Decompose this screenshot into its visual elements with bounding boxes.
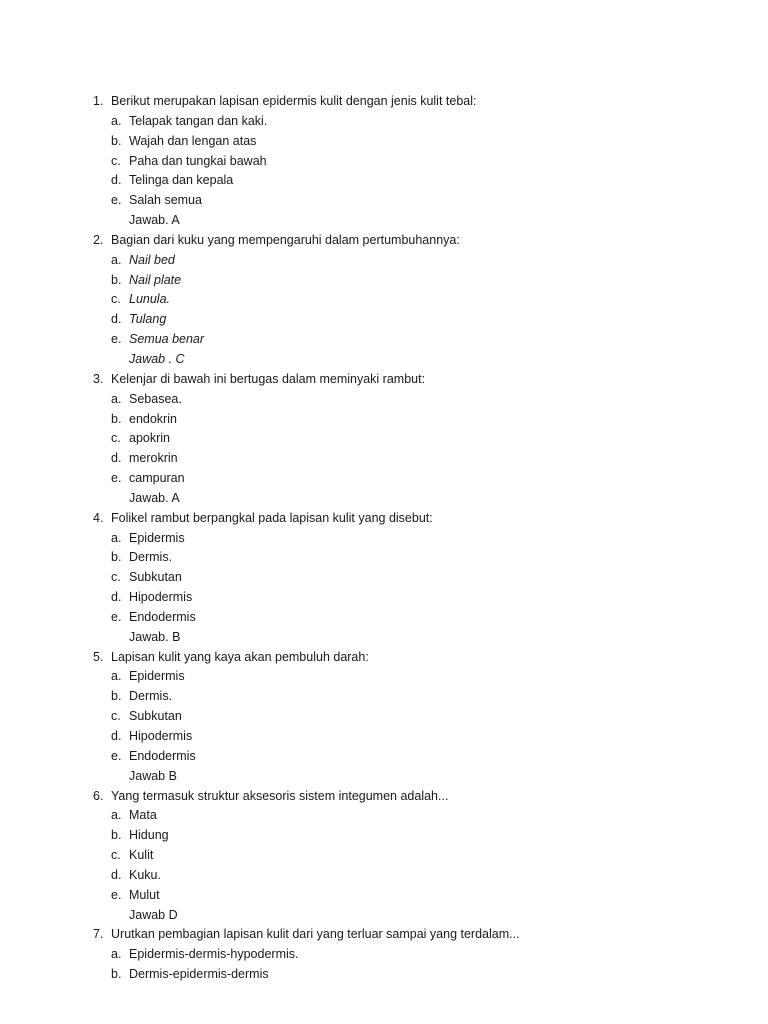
option-letter: e.	[111, 332, 122, 347]
answer-option	[93, 945, 733, 965]
option-text: Mata	[129, 808, 157, 823]
option-text: merokrin	[129, 451, 178, 466]
option-letter: c.	[111, 709, 121, 724]
option-letter: e.	[111, 748, 122, 763]
question-text: Berikut merupakan lapisan epidermis kulit dengan jenis kulit tebal:	[111, 94, 477, 108]
question-number: 1.	[93, 94, 104, 108]
question	[93, 509, 733, 529]
answer-option	[93, 251, 733, 271]
question	[93, 925, 733, 945]
answer-option	[93, 529, 733, 549]
question-text: Yang termasuk struktur aksesoris sistem integumen adalah...	[111, 788, 449, 803]
option-letter: e.	[111, 609, 122, 624]
option-letter: e.	[111, 887, 122, 902]
answer-key: Jawab. A	[129, 213, 180, 228]
question-list	[93, 92, 733, 985]
option-text: Endodermis	[129, 748, 196, 763]
option-text: Telinga dan kepala	[129, 173, 234, 188]
option-text: apokrin	[129, 431, 170, 446]
answer-option	[93, 152, 733, 172]
answer-option	[93, 132, 733, 152]
answer-option	[93, 667, 733, 687]
option-text: Subkutan	[129, 709, 182, 724]
option-text: Epidermis-dermis-hypodermis.	[129, 947, 299, 962]
option-text: Kulit	[129, 848, 154, 863]
option-text: Mulut	[129, 887, 160, 902]
option-letter: e.	[111, 193, 122, 208]
option-letter: b.	[111, 550, 122, 565]
question-number: 5.	[93, 649, 104, 664]
option-text: Epidermis	[129, 669, 185, 684]
question	[93, 648, 733, 668]
question-block	[93, 231, 733, 370]
answer-option	[93, 449, 733, 469]
answer-key: Jawab. B	[129, 629, 181, 644]
option-text: Nail bed	[129, 252, 175, 267]
option-letter: c.	[111, 153, 121, 168]
answer-option	[93, 608, 733, 628]
option-text: Lunula.	[129, 292, 171, 307]
option-text: Endodermis	[129, 609, 196, 624]
answer-option	[93, 410, 733, 430]
option-letter: d.	[111, 451, 122, 466]
answer-option	[93, 687, 733, 707]
answer-key: Jawab D	[129, 907, 178, 922]
option-letter: d.	[111, 312, 122, 327]
answer-option	[93, 112, 733, 132]
option-text: Hidung	[129, 828, 169, 843]
question-number: 3.	[93, 371, 104, 386]
option-text: Dermis.	[129, 550, 173, 565]
answer-option	[93, 330, 733, 350]
option-letter: c.	[111, 431, 121, 446]
option-text: Hipodermis	[129, 729, 193, 743]
answer-option	[93, 290, 733, 310]
option-letter: a.	[111, 947, 122, 962]
option-letter: c.	[111, 292, 121, 307]
answer-option	[93, 866, 733, 886]
option-text: Sebasea.	[129, 391, 182, 406]
answer-option	[93, 965, 733, 985]
answer-key: Jawab. A	[129, 490, 180, 505]
option-text: Wajah dan lengan atas	[129, 133, 257, 148]
question-number: 4.	[93, 510, 104, 525]
option-text: Dermis-epidermis-dermis	[129, 967, 269, 982]
option-letter: d.	[111, 867, 122, 882]
answer-option	[93, 886, 733, 906]
option-letter: a.	[111, 530, 122, 545]
answer-option	[93, 568, 733, 588]
answer-option	[93, 271, 733, 291]
option-text: Hipodermis	[129, 590, 193, 605]
option-text: endokrin	[129, 411, 177, 426]
option-text: Paha dan tungkai bawah	[129, 153, 267, 168]
option-letter: b.	[111, 133, 122, 148]
question	[93, 92, 733, 112]
question-block	[93, 509, 733, 648]
option-text: Telapak tangan dan kaki.	[129, 113, 268, 128]
answer-option	[93, 310, 733, 330]
option-letter: a.	[111, 113, 122, 128]
question-text: Kelenjar di bawah ini bertugas dalam meminyaki rambut:	[111, 371, 426, 386]
answer-key: Jawab B	[129, 768, 177, 783]
answer-option	[93, 727, 733, 747]
question-block	[93, 925, 733, 985]
question-text: Urutkan pembagian lapisan kulit dari yang terluar sampai yang terdalam...	[111, 927, 520, 942]
option-letter: a.	[111, 808, 122, 823]
answer-option	[93, 429, 733, 449]
question	[93, 231, 733, 251]
question-text: Folikel rambut berpangkal pada lapisan kulit yang disebut:	[111, 510, 433, 525]
option-text: Semua benar	[129, 332, 205, 347]
answer-option	[93, 707, 733, 727]
question	[93, 370, 733, 390]
answer-option	[93, 548, 733, 568]
option-letter: b.	[111, 272, 122, 287]
question-text: Lapisan kulit yang kaya akan pembuluh darah:	[111, 649, 369, 664]
option-text: Subkutan	[129, 570, 182, 585]
answer-option	[93, 588, 733, 608]
option-letter: a.	[111, 252, 122, 267]
answer-option	[93, 171, 733, 191]
question-block	[93, 92, 733, 231]
option-text: Tulang	[129, 312, 167, 327]
option-letter: b.	[111, 967, 122, 982]
option-letter: e.	[111, 471, 122, 486]
option-text: campuran	[129, 471, 185, 486]
answer-key: Jawab . C	[129, 351, 185, 366]
question-number: 2.	[93, 232, 104, 247]
option-letter: a.	[111, 391, 122, 406]
answer-option	[93, 826, 733, 846]
question-number: 7.	[93, 927, 104, 942]
question-text: Bagian dari kuku yang mempengaruhi dalam pertumbuhannya:	[111, 232, 460, 247]
answer-option	[93, 747, 733, 767]
option-text: Salah semua	[129, 193, 202, 208]
question-number: 6.	[93, 788, 104, 803]
option-letter: a.	[111, 669, 122, 684]
option-text: Nail plate	[129, 272, 182, 287]
question-block	[93, 370, 733, 509]
option-letter: d.	[111, 590, 122, 605]
question-block	[93, 787, 733, 926]
option-letter: c.	[111, 570, 121, 585]
question	[93, 787, 733, 807]
option-letter: d.	[111, 173, 122, 188]
option-letter: b.	[111, 411, 122, 426]
answer-option	[93, 191, 733, 211]
answer-option	[93, 846, 733, 866]
option-letter: b.	[111, 828, 122, 843]
answer-option	[93, 806, 733, 826]
option-letter: d.	[111, 729, 122, 743]
option-letter: c.	[111, 848, 121, 863]
answer-option	[93, 469, 733, 489]
option-text: Dermis.	[129, 689, 173, 704]
option-text: Epidermis	[129, 530, 185, 545]
question-block	[93, 648, 733, 787]
option-text: Kuku.	[129, 867, 161, 882]
option-letter: b.	[111, 689, 122, 704]
answer-option	[93, 390, 733, 410]
